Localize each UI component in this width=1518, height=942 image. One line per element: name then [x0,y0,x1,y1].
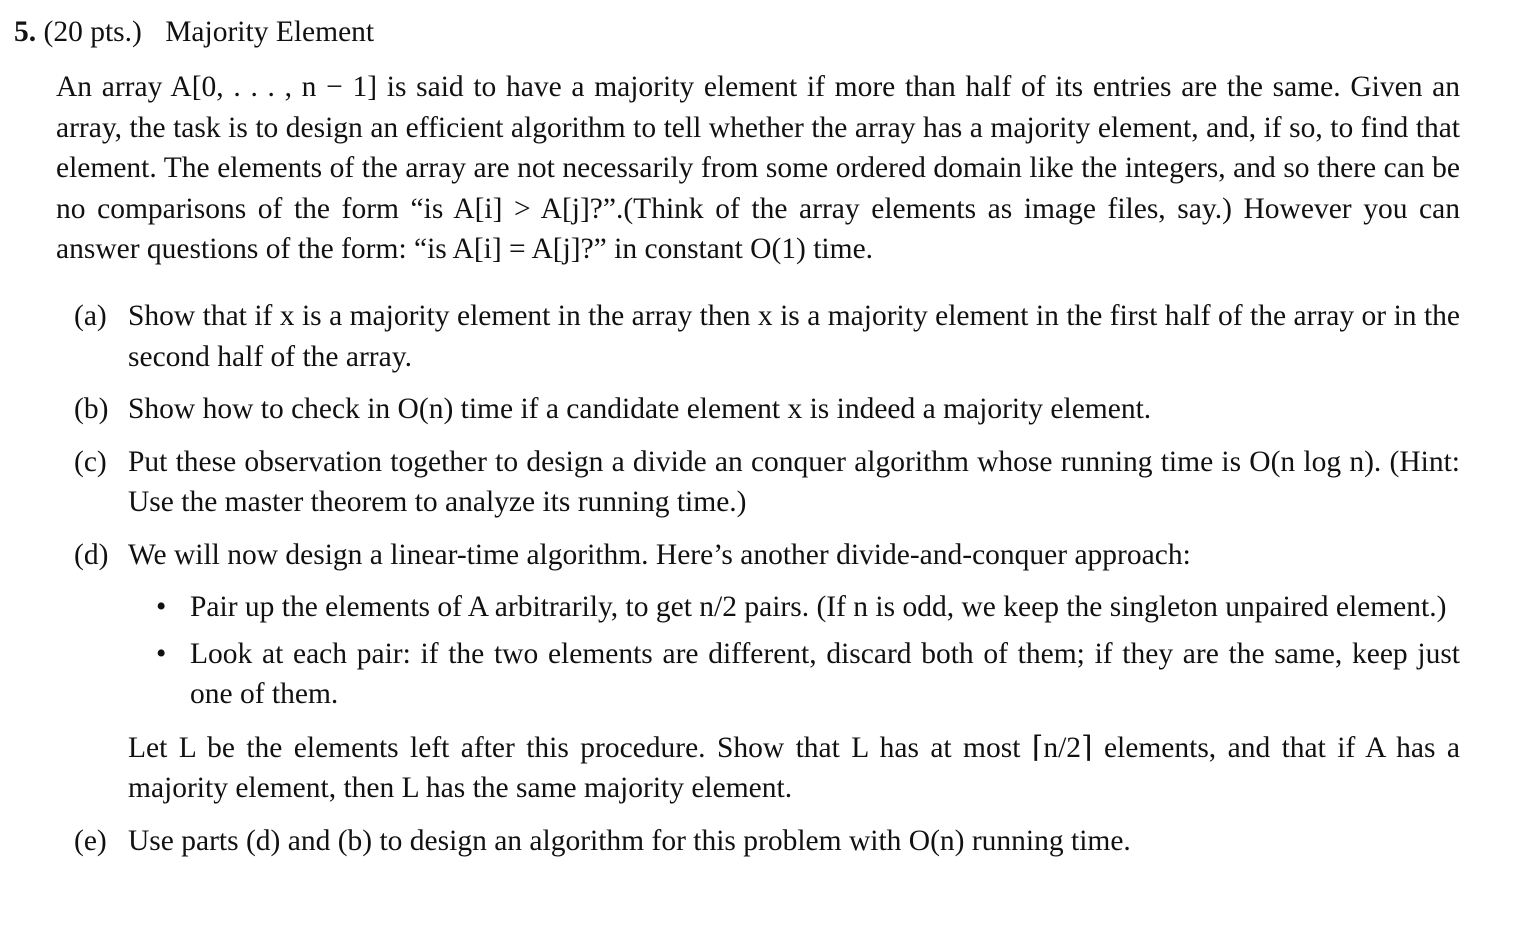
bullet-text: Pair up the elements of A arbitrarily, to get n/2 pairs. (If n is odd, we keep the singleton unpaired element.) [190,591,1447,623]
part-b [74,389,1460,430]
part-e [74,821,1460,862]
bullet-dot: • [156,591,167,623]
problem-parts [74,296,1460,861]
part-d-bullets [128,587,1460,715]
part-d-body [128,535,1460,809]
bullet-text: Look at each pair: if the two elements are different, discard both of them; if they are the same, keep just one of them. [190,637,1460,710]
part-a-text: Show that if x is a majority element in the array then x is a majority element in the first half of the array or in the second half of the array. [128,300,1460,373]
part-b-label: (b) [74,393,109,425]
problem-intro: An array A[0, . . . , n − 1] is said to have a majority element if more than half of its entries are the same. Given an array, the task is to design an efficient algorithm to tell whether the array has a majority element, and, if so, to find that element. The elements of the array are not necessarily from some ordered domain like the integers, and so there can be no comparisons of the form “is A[i] > A[j]?”.(Think of the array elements as image files, say.) However you can answer questions of the form: “is A[i] = A[j]?” in constant O(1) time. [56,71,1460,265]
part-d-text: We will now design a linear-time algorithm. Here’s another divide-and-conquer approach: [128,538,1191,571]
part-e-label: (e) [74,824,107,857]
part-d [74,535,1460,809]
part-c-label: (c) [74,445,107,478]
part-a [74,296,1460,377]
part-c-text: Put these observation together to design a divide an conquer algorithm whose running time is O(n log n). (Hint: Use the master theorem to analyze its running time.) [128,445,1460,518]
part-a-label: (a) [74,300,107,332]
bullet-dot: • [156,637,167,670]
problem-number: 5. [14,16,37,48]
problem-header [14,12,374,53]
problem-points: (20 pts.) [43,16,142,48]
part-e-text: Use parts (d) and (b) to design an algorithm for this problem with O(n) running time. [128,824,1131,857]
problem-title: Majority Element [165,16,375,48]
part-b-text: Show how to check in O(n) time if a candidate element x is indeed a majority element. [128,393,1152,425]
part-d-followup: Let L be the elements left after this procedure. Show that L has at most ⌈n/2⌉ elements, and that if A has a majority element, then L has the same majority element. [128,731,1460,804]
part-c [74,442,1460,523]
part-d-label: (d) [74,538,109,571]
bullet-item [156,587,1460,628]
bullet-item [156,634,1460,715]
